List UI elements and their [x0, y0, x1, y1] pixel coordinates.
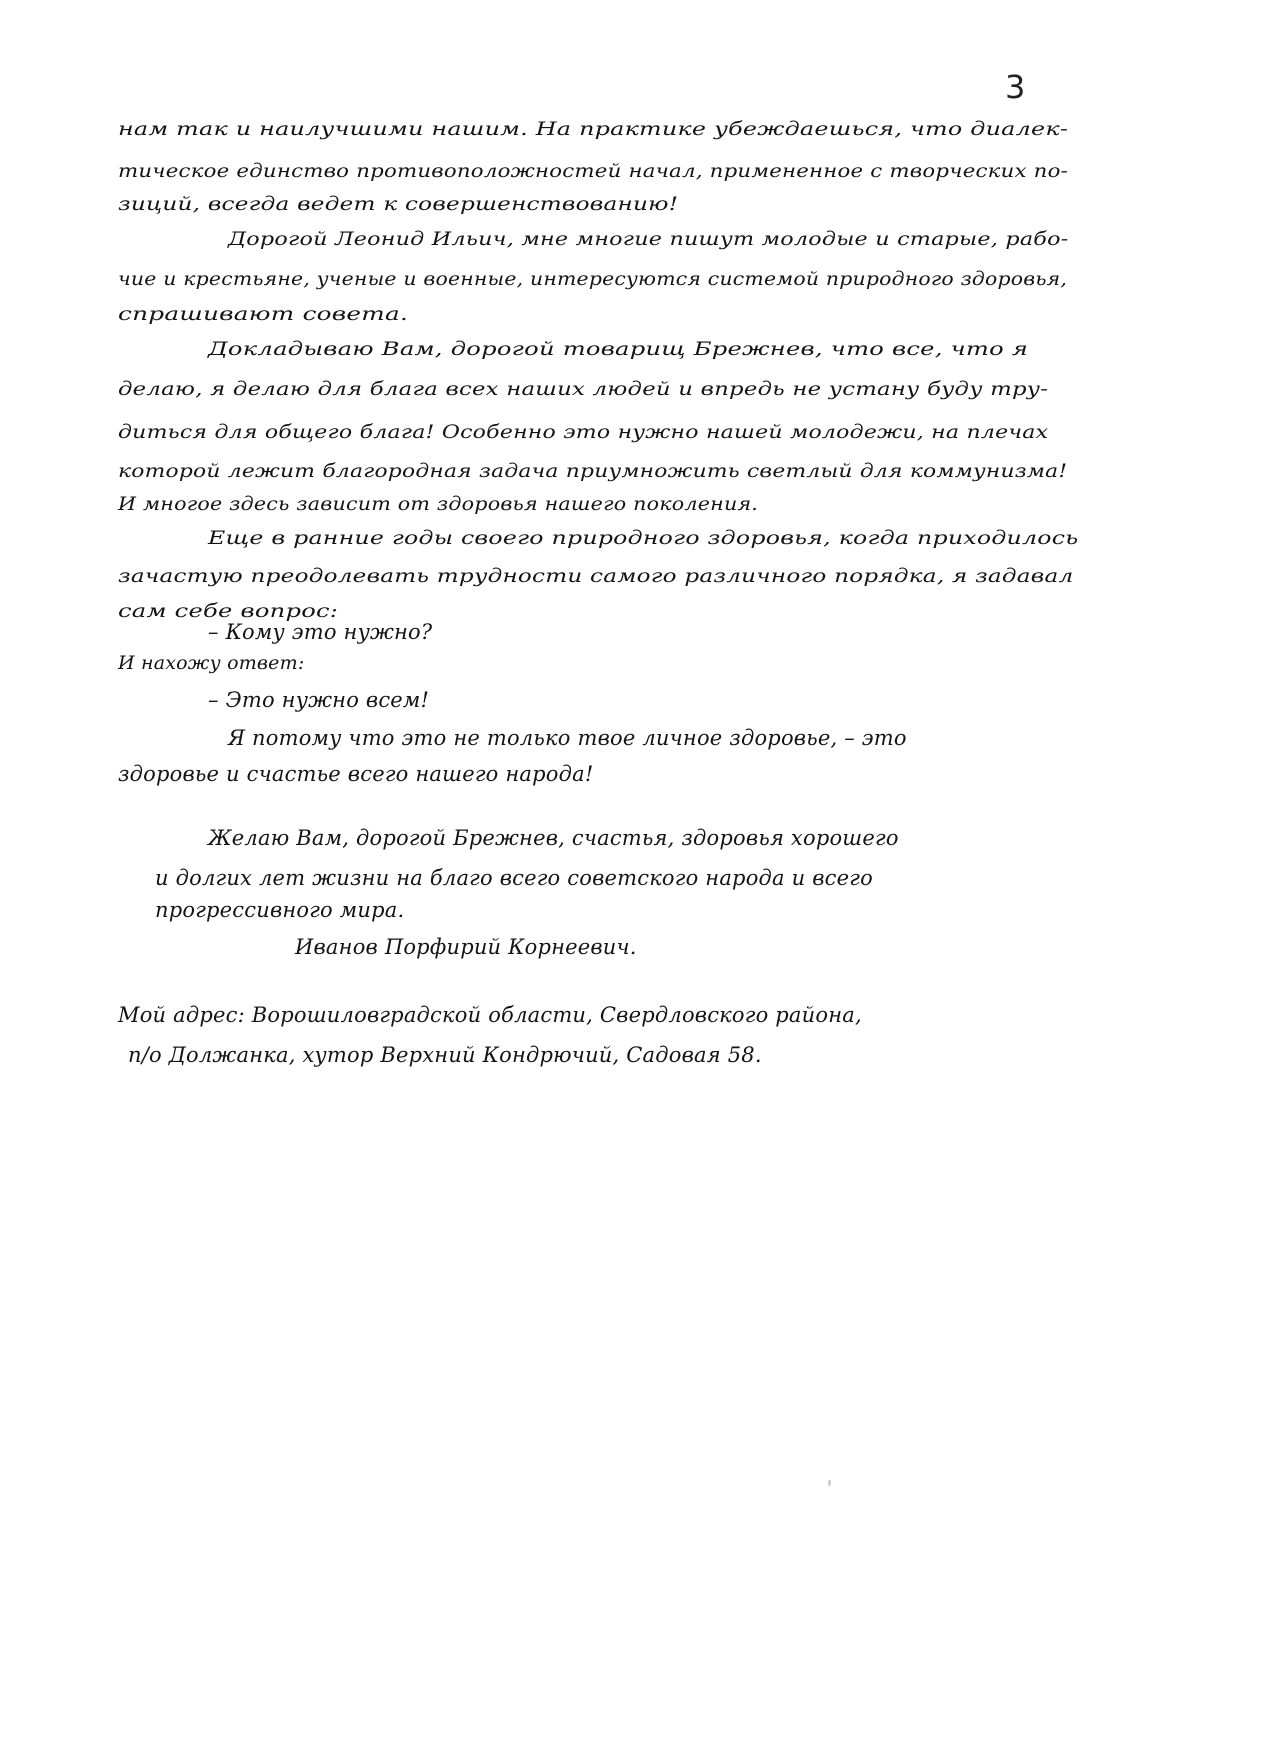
- dialogue-answer: – Это нужно всем!: [208, 688, 430, 712]
- paragraph-line: И многое здесь зависит от здоровья нашего поколения.: [118, 493, 759, 515]
- address-line: Мой адрес: Ворошиловградской области, Свердловского района,: [118, 1003, 862, 1027]
- paragraph-line: нам так и наилучшими нашим. На практике убеждаешься, что диалек-: [118, 118, 1069, 140]
- wishes-line: Желаю Вам, дорогой Брежнев, счастья, здоровья хорошего: [208, 826, 899, 850]
- paragraph-line: Еще в ранние годы своего природного здоровья, когда приходилось: [208, 527, 1079, 549]
- closing-line: здоровье и счастье всего нашего народа!: [118, 762, 594, 786]
- signature: Иванов Порфирий Корнеевич.: [295, 935, 637, 959]
- paper-speck: [828, 1480, 831, 1486]
- paragraph-line: делаю, я делаю для блага всех наших людей и впредь не устану буду тру-: [118, 378, 1049, 400]
- paragraph-line: зиций, всегда ведет к совершенствованию!: [118, 193, 679, 215]
- paragraph-line: Дорогой Леонид Ильич, мне многие пишут молодые и старые, рабо-: [228, 228, 1069, 250]
- wishes-line: и долгих лет жизни на благо всего советского народа и всего: [155, 866, 873, 890]
- wishes-line: прогрессивного мира.: [155, 898, 405, 922]
- dialogue-narration: И нахожу ответ:: [118, 652, 305, 674]
- paragraph-line: спрашивают совета.: [118, 303, 409, 325]
- page-number: 3: [1005, 68, 1026, 106]
- paragraph-line: Докладываю Вам, дорогой товарищ Брежнев, что все, что я: [208, 338, 1029, 360]
- paragraph-line: которой лежит благородная задача приумножить светлый для коммунизма!: [118, 460, 1068, 482]
- paragraph-line: сам себе вопрос:: [118, 600, 339, 622]
- paragraph-line: чие и крестьяне, ученые и военные, интересуются системой природного здоровья,: [118, 268, 1068, 290]
- address-line: п/о Должанка, хутор Верхний Кондрючий, Садовая 58.: [128, 1043, 762, 1067]
- paragraph-line: тическое единство противоположностей начал, примененное с творческих по-: [118, 160, 1069, 182]
- paragraph-line: диться для общего блага! Особенно это нужно нашей молодежи, на плечах: [118, 421, 1049, 443]
- dialogue-question: – Кому это нужно?: [208, 620, 433, 644]
- closing-line: Я потому что это не только твое личное здоровье, – это: [228, 726, 907, 750]
- paragraph-line: зачастую преодолевать трудности самого различного порядка, я задавал: [118, 565, 1074, 587]
